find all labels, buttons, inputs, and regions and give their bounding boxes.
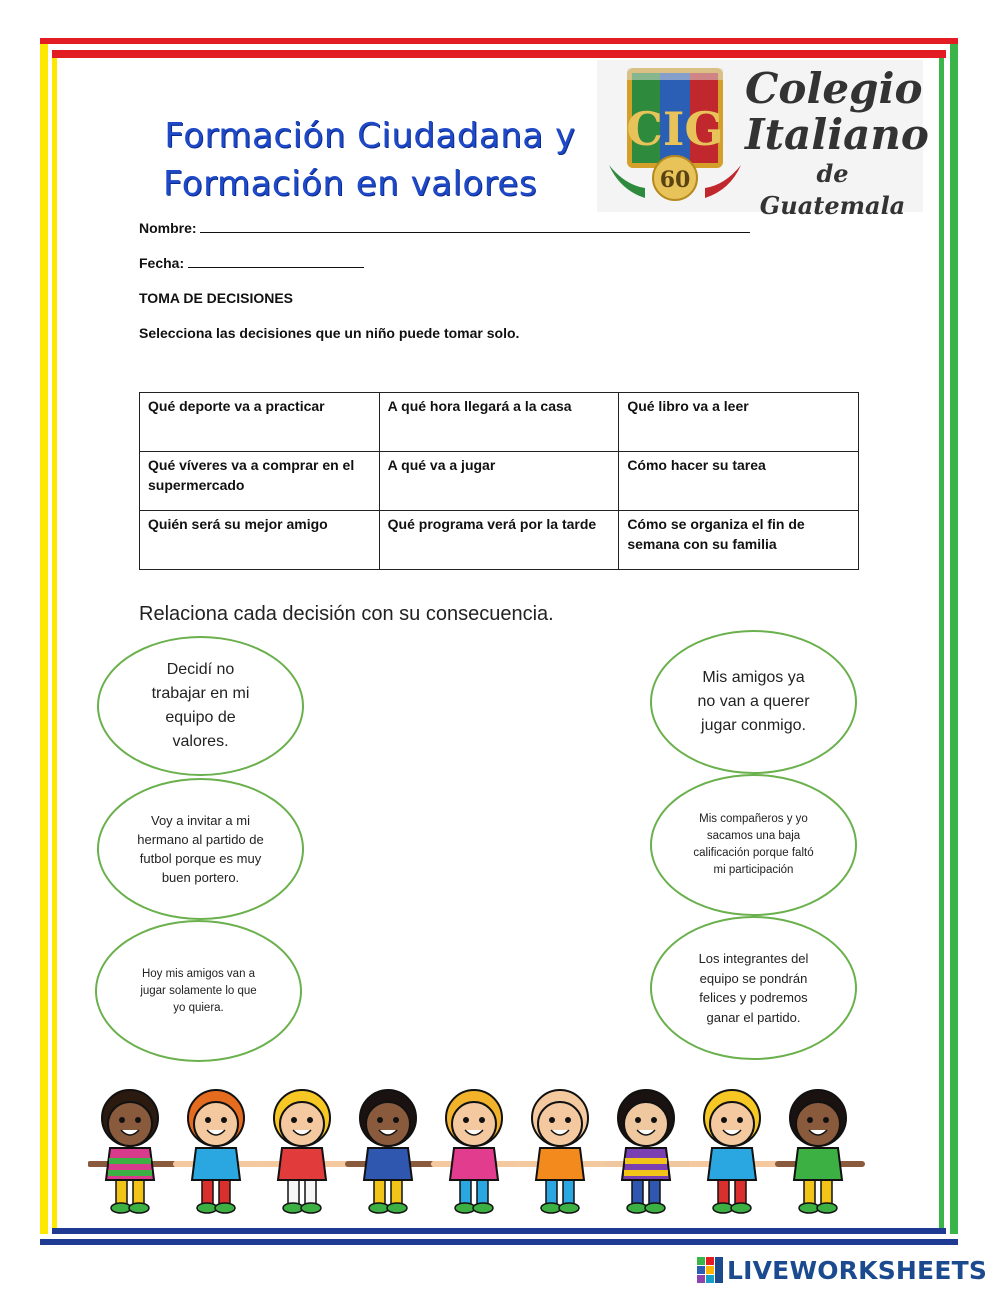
child-eye [463,1117,469,1123]
crest-number: 60 [659,167,691,193]
frame-left-yellow [40,44,48,1234]
decision-cell[interactable]: A qué hora llegará a la casa [379,393,619,452]
consequence-text: Mis amigos ya no van a querer jugar conmigo. [697,669,810,734]
frame-bottom-blue [40,1239,958,1245]
child-eye [307,1117,313,1123]
child-shirt [708,1148,756,1180]
child-shoe [369,1203,389,1213]
table-row [140,452,859,511]
frame-right-green [950,44,958,1234]
child-eye [565,1117,571,1123]
frame-top-red-inner [52,50,946,58]
child-eye [135,1117,141,1123]
child-eye [221,1117,227,1123]
brand-text: LIVEWORKSHEETS [727,1255,988,1285]
child-shoe [387,1203,407,1213]
decision-cell[interactable]: Cómo se organiza el fin de semana con su familia [619,511,859,570]
decision-text: Voy a invitar a mi hermano al partido de futbol porque es muy buen portero. [137,813,264,885]
child-face [796,1102,840,1146]
child-shirt [794,1148,842,1180]
child-shoe [817,1203,837,1213]
child-eye [291,1117,297,1123]
child-shirt [278,1148,326,1180]
child-face [108,1102,152,1146]
decision-cell[interactable]: Qué víveres va a comprar en el supermercado [140,452,380,511]
matching-instruction: Relaciona cada decisión con su consecuencia. [139,603,554,625]
decision-oval-1[interactable] [97,636,304,776]
child-shoe [111,1203,131,1213]
logo-line-2: Italiano [745,110,929,159]
logo-line-3: de Guatemala [759,159,906,220]
liveworksheets-brand [697,1255,987,1285]
child-face [624,1102,668,1146]
consequence-oval-1[interactable] [650,630,857,774]
child-shirt-stripe [108,1170,152,1176]
child-eye [119,1117,125,1123]
table-row [140,511,859,570]
consequence-text: Mis compañeros y yo sacamos una baja calificación porque faltó mi participación [693,813,814,876]
child-shoe [215,1203,235,1213]
child-shirt [192,1148,240,1180]
consequence-oval-3[interactable] [650,916,857,1060]
date-label: Fecha: [139,255,185,271]
consequence-oval-2[interactable] [650,774,857,916]
decision-cell[interactable]: Qué programa verá por la tarde [379,511,619,570]
child-eye [377,1117,383,1123]
decision-cell[interactable]: Qué libro va a leer [619,393,859,452]
school-crest-icon [605,60,745,210]
frame-top-red [40,38,958,44]
child-shirt-stripe [624,1170,668,1176]
decision-text: Hoy mis amigos van a jugar solamente lo que yo quiera. [140,967,257,1014]
frame-bottom-blue-inner [52,1228,946,1234]
child-shoe [541,1203,561,1213]
child-face [194,1102,238,1146]
logo-line-1: Colegio [745,64,923,113]
decision-oval-2[interactable] [97,778,304,920]
children-holding-hands-illustration [88,1080,868,1220]
school-logo [597,60,929,220]
page-title [120,112,620,208]
child-eye [651,1117,657,1123]
child-face [366,1102,410,1146]
instruction-text: Selecciona las decisiones que un niño puede tomar solo. [139,325,520,341]
frame-right-green-inner [939,58,944,1230]
section-title: TOMA DE DECISIONES [139,290,294,306]
child-face [280,1102,324,1146]
child-eye [479,1117,485,1123]
child-shoe [559,1203,579,1213]
name-input-line[interactable] [200,220,750,233]
child-face [452,1102,496,1146]
decision-cell[interactable]: Cómo hacer su tarea [619,452,859,511]
child-eye [823,1117,829,1123]
child-eye [549,1117,555,1123]
child-shoe [455,1203,475,1213]
name-label: Nombre: [139,220,197,236]
consequence-text: Los integrantes del equipo se pondrán felices y podremos ganar el partido. [698,951,809,1025]
child-shoe [731,1203,751,1213]
child-shoe [799,1203,819,1213]
child-face [710,1102,754,1146]
date-input-line[interactable] [188,255,364,268]
title-line-2: Formación en valores [162,164,538,204]
child-shoe [627,1203,647,1213]
date-field [139,255,364,271]
decisions-table [139,392,859,570]
decision-cell[interactable]: A qué va a jugar [379,452,619,511]
child-shoe [713,1203,733,1213]
frame-left-yellow-inner [52,58,57,1230]
child-shoe [645,1203,665,1213]
logo-text [745,64,929,222]
decision-cell[interactable]: Quién será su mejor amigo [140,511,380,570]
child-shirt [364,1148,412,1180]
decision-cell[interactable]: Qué deporte va a practicar [140,393,380,452]
child-eye [205,1117,211,1123]
child-shoe [473,1203,493,1213]
child-shirt [450,1148,498,1180]
child-shirt [536,1148,584,1180]
name-field [139,220,750,236]
child-shoe [301,1203,321,1213]
child-shoe [197,1203,217,1213]
table-row [140,393,859,452]
decision-text: Decidí no trabajar en mi equipo de valores. [151,661,250,750]
title-line-1: Formación Ciudadana y [164,116,576,156]
child-face [538,1102,582,1146]
child-eye [635,1117,641,1123]
decision-oval-3[interactable] [95,920,302,1062]
liveworksheets-logo-icon [697,1257,723,1283]
child-eye [721,1117,727,1123]
child-eye [393,1117,399,1123]
child-eye [807,1117,813,1123]
child-shoe [283,1203,303,1213]
crest-letters: CIG [626,102,724,156]
child-shoe [129,1203,149,1213]
child-shirt-stripe [625,1158,667,1164]
child-shirt-stripe [109,1158,151,1164]
child-eye [737,1117,743,1123]
